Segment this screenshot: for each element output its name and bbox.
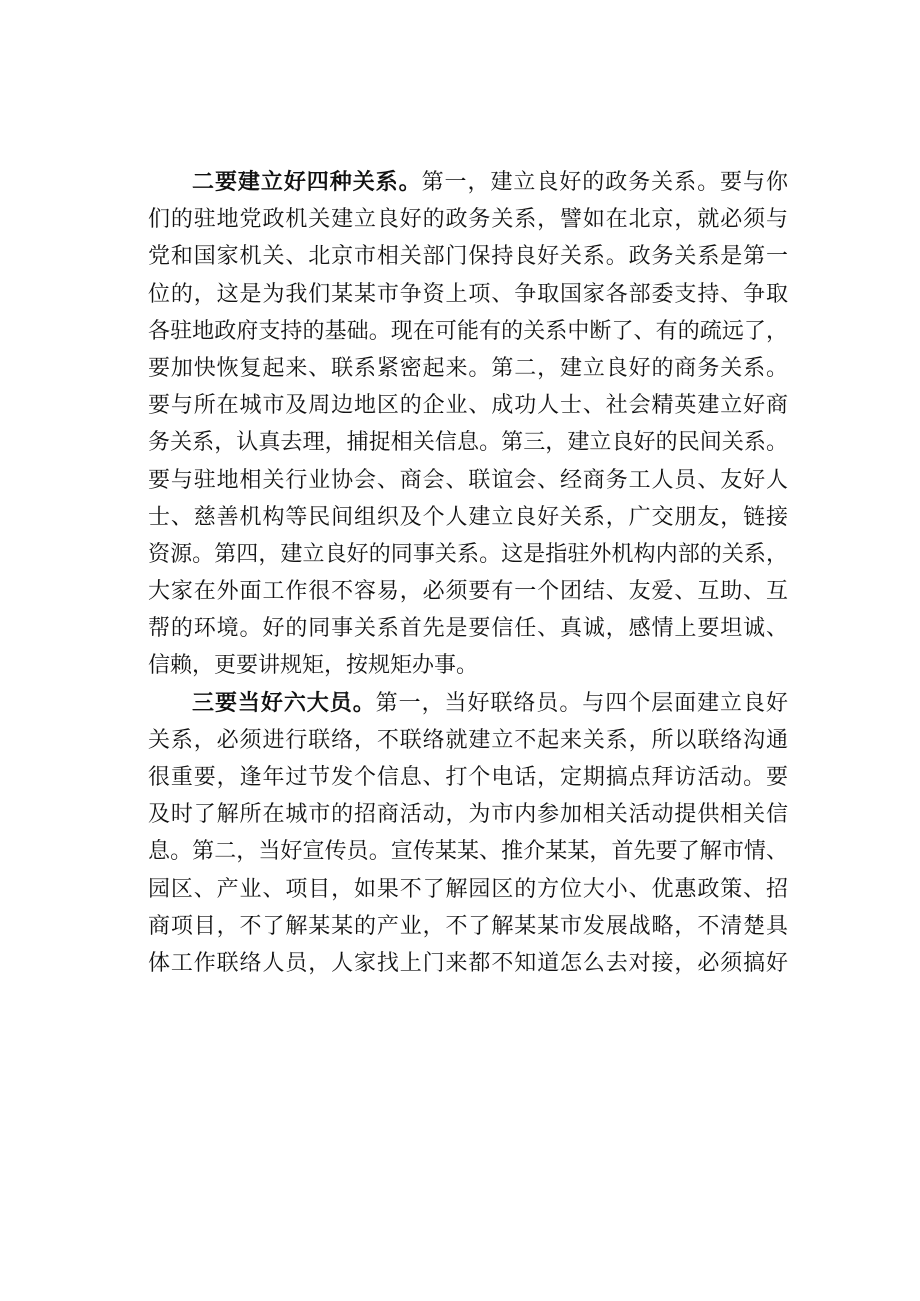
paragraph-1-line: 要与驻地相关行业协会、商会、联谊会、经商务工人员、友好人 xyxy=(148,467,788,493)
paragraph-1-line: 要与所在城市及周边地区的企业、成功人士、社会精英建立好商 xyxy=(148,393,788,419)
paragraph-1-line-1 xyxy=(148,164,788,201)
paragraph-2-text: 第一，当好联络员。与四个层面建立良好 xyxy=(375,690,788,716)
paragraph-2-line: 关系，必须进行联络，不联络就建立不起来关系，所以联络沟通 xyxy=(148,727,788,753)
document-body xyxy=(148,164,788,982)
paragraph-1-line: 信赖，更要讲规矩，按规矩办事。 xyxy=(148,653,479,679)
paragraph-1-text: 第一，建立良好的政务关系。要与你 xyxy=(421,170,788,195)
paragraph-2-line-1 xyxy=(148,685,788,722)
paragraph-2-line: 很重要，逢年过节发个信息、打个电话，定期搞点拜访活动。要 xyxy=(148,765,788,790)
paragraph-2-line: 商项目，不了解某某的产业，不了解某某市发展战略，不清楚具 xyxy=(148,913,788,939)
paragraph-1-line: 大家在外面工作很不容易，必须要有一个团结、友爱、互助、互 xyxy=(148,579,788,605)
paragraph-2-line: 体工作联络人员，人家找上门来都不知道怎么去对接，必须搞好 xyxy=(148,950,788,976)
paragraph-1-line: 要加快恢复起来、联系紧密起来。第二，建立良好的商务关系。 xyxy=(148,355,788,381)
paragraph-1-line: 各驻地政府支持的基础。现在可能有的关系中断了、有的疏远了， xyxy=(148,318,788,344)
paragraph-1-line: 们的驻地党政机关建立良好的政务关系，譬如在北京，就必须与 xyxy=(148,207,788,233)
paragraph-2-line: 及时了解所在城市的招商活动，为市内参加相关活动提供相关信 xyxy=(148,802,788,828)
paragraph-1-heading: 二要建立好四种关系。 xyxy=(192,169,422,195)
paragraph-2-heading: 三要当好六大员。 xyxy=(192,689,376,716)
paragraph-2-line: 息。第二，当好宣传员。宣传某某、推介某某，首先要了解市情、 xyxy=(148,839,788,865)
paragraph-1-line: 党和国家机关、北京市相关部门保持良好关系。政务关系是第一 xyxy=(148,244,788,270)
paragraph-1-line: 位的，这是为我们某某市争资上项、争取国家各部委支持、争取 xyxy=(148,281,788,307)
paragraph-2-line: 园区、产业、项目，如果不了解园区的方位大小、优惠政策、招 xyxy=(148,876,788,902)
paragraph-1-line: 士、慈善机构等民间组织及个人建立良好关系，广交朋友，链接 xyxy=(148,504,788,530)
paragraph-1-line: 资源。第四，建立良好的同事关系。这是指驻外机构内部的关系， xyxy=(148,541,788,567)
paragraph-1-line: 帮的环境。好的同事关系首先是要信任、真诚，感情上要坦诚、 xyxy=(148,616,788,642)
paragraph-1-line: 务关系，认真去理，捕捉相关信息。第三，建立良好的民间关系。 xyxy=(148,430,788,456)
